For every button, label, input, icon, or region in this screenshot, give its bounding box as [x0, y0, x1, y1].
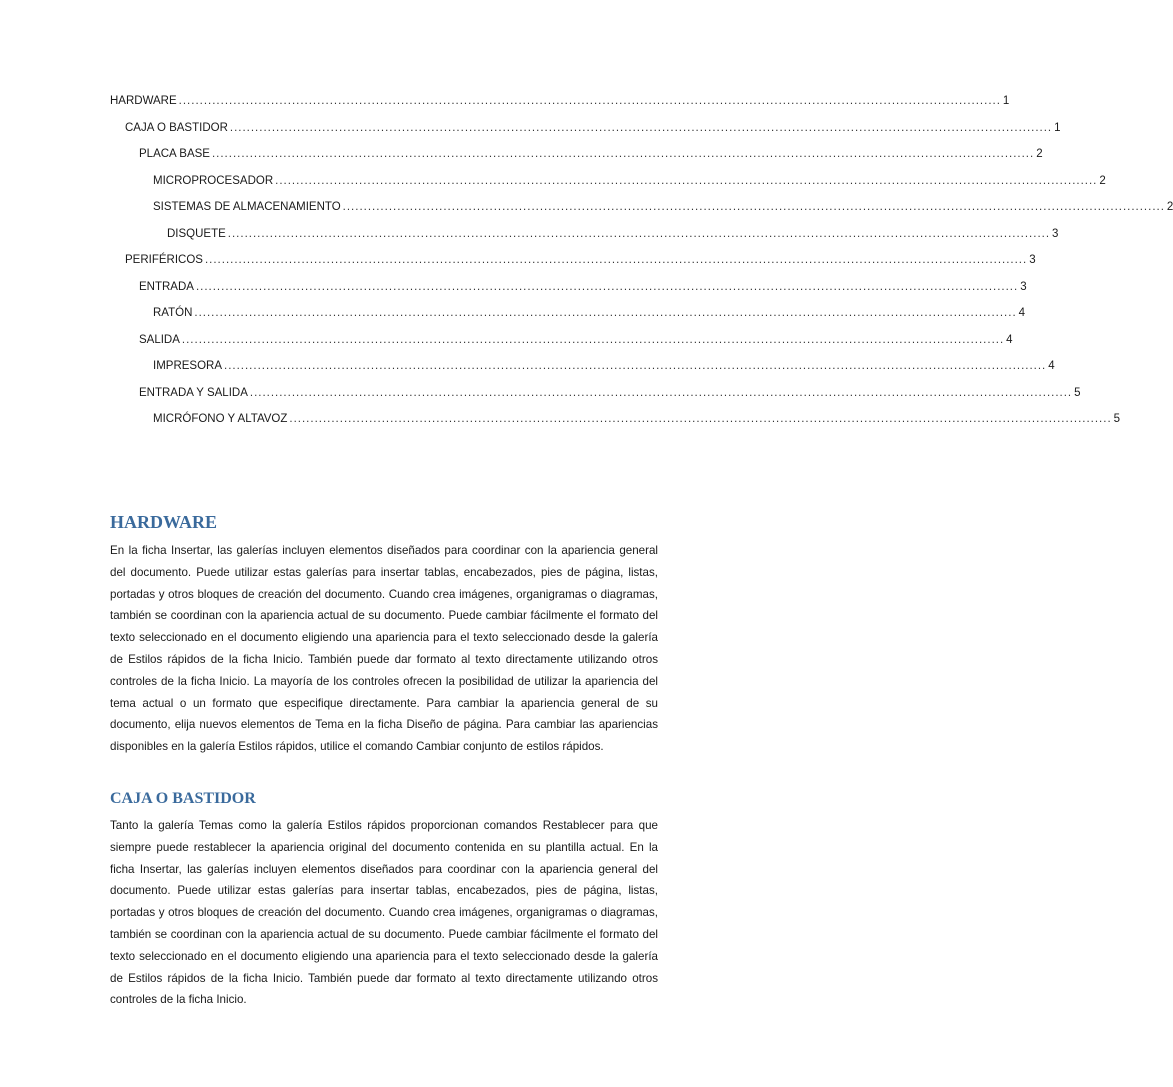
toc-entry-label: DISQUETE	[167, 227, 226, 240]
section-heading-hardware: HARDWARE	[110, 512, 218, 532]
toc-leader: ....................................................................................................................................................................................................	[229, 121, 1053, 134]
toc-leader: ....................................................................................................................................................................................................	[275, 174, 1098, 187]
toc-entry-label: IMPRESORA	[153, 360, 223, 372]
section-body-caja-o-bastidor: Tanto la galería Temas como la galería Estilos rápidos proporcionan comandos Restablecer para que siempre puede restablecer la apariencia original del documento contenida en su plantilla actual. En la ficha Insertar, las galerías incluyen elementos diseñados para coordinar con la apariencia general del documento. Puede utilizar estas galerías para insertar tablas, encabezados, pies de página, listas, portadas y otros bloques de creación del documento. Cuando crea imágenes, organigramas o diagramas, también se coordinan con la apariencia actual de su documento. Puede cambiar fácilmente el formato del texto seleccionado en el documento eligiendo una apariencia para el texto seleccionado desde la galería de Estilos rápidos de la ficha Inicio. También puede dar formato al texto directamente utilizando otros controles de la ficha Inicio.	[110, 819, 658, 1007]
toc-entry[interactable]	[110, 115, 1061, 142]
toc-leader: ....................................................................................................................................................................................................	[194, 307, 1017, 319]
toc-entry-label: MICROPROCESADOR	[153, 174, 274, 187]
section-heading-caja-o-bastidor: CAJA O BASTIDOR	[110, 790, 256, 807]
toc-entry-label: PERIFÉRICOS	[125, 254, 203, 266]
toc-entry-label: ENTRADA	[139, 280, 194, 293]
toc-entry[interactable]	[110, 274, 1027, 301]
toc-leader: ....................................................................................................................................................................................................	[204, 254, 1028, 266]
toc-entry[interactable]	[110, 247, 1036, 274]
toc-page-number: 4	[1006, 333, 1013, 346]
toc-leader: ....................................................................................................................................................................................................	[227, 227, 1051, 240]
toc-entry[interactable]	[110, 168, 1106, 195]
toc-page-number: 1	[1002, 95, 1010, 107]
toc-entry[interactable]	[110, 380, 1081, 407]
toc-page-number: 2	[1036, 148, 1043, 160]
toc-entry-label: PLACA BASE	[139, 148, 210, 160]
toc-entry[interactable]	[110, 300, 1026, 327]
toc-entry-label: RATÓN	[153, 307, 193, 319]
toc-page-number: 3	[1052, 227, 1059, 240]
toc-entry[interactable]	[110, 221, 1059, 248]
toc-leader: ....................................................................................................................................................................................................	[178, 95, 1001, 107]
toc-entry-label: MICRÓFONO Y ALTAVOZ	[153, 413, 288, 425]
toc-page-number: 1	[1054, 121, 1061, 134]
toc-page-number: 2	[1166, 201, 1173, 213]
toc-entry[interactable]	[110, 88, 1010, 115]
toc-page-number: 4	[1018, 307, 1026, 319]
toc-entry[interactable]	[110, 353, 1055, 380]
toc-entry[interactable]	[110, 406, 1121, 433]
toc-leader: ....................................................................................................................................................................................................	[195, 280, 1019, 293]
toc-leader: ....................................................................................................................................................................................................	[249, 386, 1073, 399]
toc-page-number: 3	[1029, 254, 1036, 266]
toc-entry-label: HARDWARE	[110, 95, 177, 107]
toc-entry-label: ENTRADA Y SALIDA	[139, 386, 248, 399]
toc-entry[interactable]	[110, 141, 1043, 168]
toc-entry[interactable]	[110, 327, 1013, 354]
toc-page-number: 5	[1113, 413, 1121, 425]
toc-entry-label: CAJA O BASTIDOR	[125, 121, 228, 134]
toc-page-number: 4	[1048, 360, 1055, 372]
toc-leader: ....................................................................................................................................................................................................	[289, 413, 1112, 425]
toc-page-number: 3	[1020, 280, 1027, 293]
toc-page-number: 5	[1074, 386, 1081, 399]
toc-leader: ....................................................................................................................................................................................................	[224, 360, 1047, 372]
toc-entry-label: SALIDA	[139, 333, 180, 346]
toc-entry-label: SISTEMAS DE ALMACENAMIENTO	[153, 201, 341, 213]
section-body-hardware: En la ficha Insertar, las galerías incluyen elementos diseñados para coordinar con la apariencia general del documento. Puede utilizar estas galerías para insertar tablas, encabezados, pies de página, listas, portadas y otros bloques de creación del documento. Cuando crea imágenes, organigramas o diagramas, también se coordinan con la apariencia actual de su documento. Puede cambiar fácilmente el formato del texto seleccionado en el documento eligiendo una apariencia para el texto seleccionado desde la galería de Estilos rápidos de la ficha Inicio. También puede dar formato al texto directamente utilizando otros controles de la ficha Inicio. La mayoría de los controles ofrecen la posibilidad de utilizar la apariencia del tema actual o un formato que especifique directamente. Para cambiar la apariencia general de su documento, elija nuevos elementos de Tema en la ficha Diseño de página. Para cambiar las apariencias disponibles en la galería Estilos rápidos, utilice el comando Cambiar conjunto de estilos rápidos.	[110, 544, 658, 754]
table-of-contents	[110, 88, 1173, 433]
toc-entry[interactable]	[110, 194, 1173, 221]
toc-leader: ....................................................................................................................................................................................................	[342, 201, 1165, 213]
toc-page-number: 2	[1099, 174, 1106, 187]
toc-leader: ....................................................................................................................................................................................................	[211, 148, 1035, 160]
toc-leader: ....................................................................................................................................................................................................	[181, 333, 1005, 346]
